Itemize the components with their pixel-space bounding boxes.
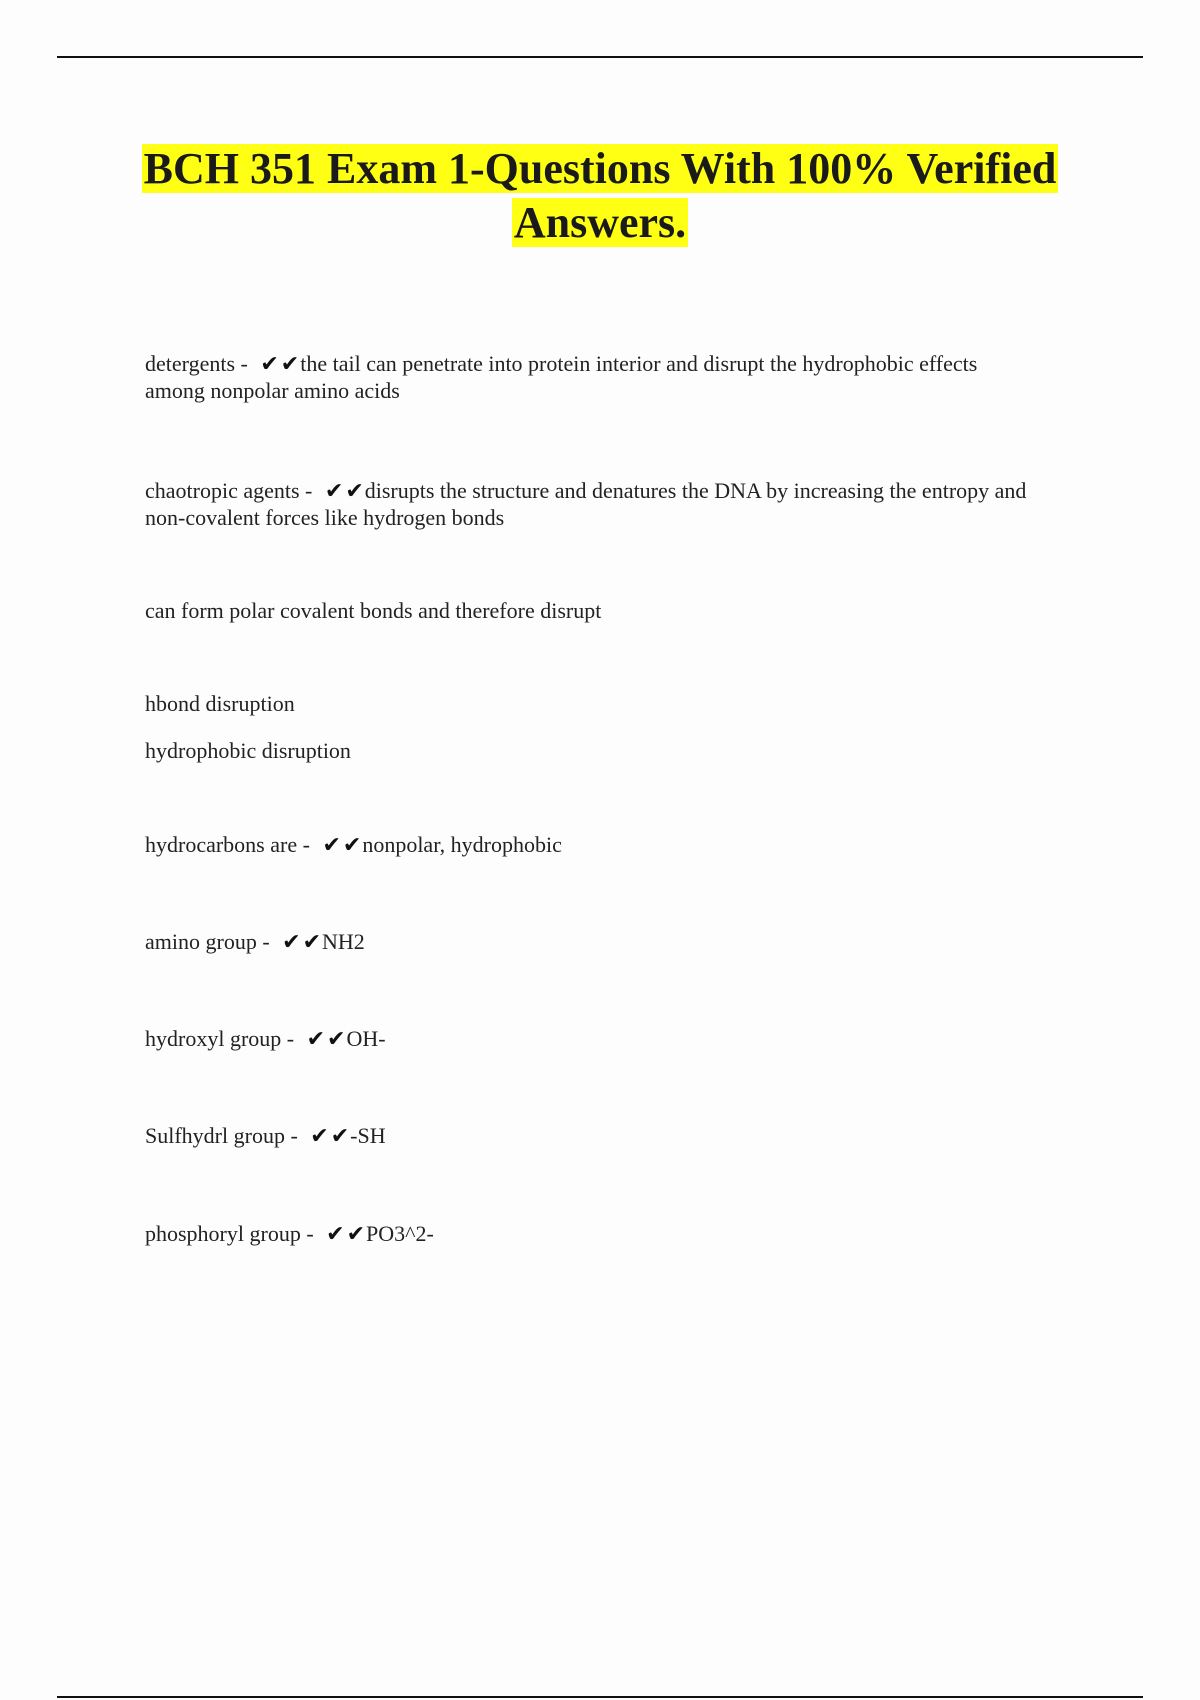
- answer: nonpolar, hydrophobic: [362, 832, 562, 857]
- term: amino group -: [145, 929, 270, 954]
- title-line-1: BCH 351 Exam 1-Questions With 100% Verified: [143, 144, 1057, 193]
- term: phosphoryl group -: [145, 1221, 314, 1246]
- title-line-2: Answers.: [513, 198, 687, 247]
- qa-entry-hydrocarbons: [145, 832, 1035, 859]
- document-title: [100, 142, 1100, 250]
- answer: NH2: [322, 929, 365, 954]
- qa-entry-amino-group: [145, 929, 1035, 956]
- qa-entry-phosphoryl-group: [145, 1221, 1035, 1248]
- qa-entry-detergents: [145, 351, 1035, 404]
- double-check-icon: ✔✔: [306, 1027, 346, 1052]
- term: detergents -: [145, 351, 248, 376]
- double-check-icon: ✔✔: [326, 1222, 366, 1247]
- term: hydroxyl group -: [145, 1026, 295, 1051]
- text-line: hbond disruption: [145, 691, 295, 716]
- top-rule: [57, 56, 1143, 58]
- answer: the tail can penetrate into protein interior and disrupt the hydrophobic effects among nonpolar amino acids: [145, 351, 978, 403]
- double-check-icon: ✔✔: [260, 352, 300, 377]
- answer: OH-: [346, 1026, 386, 1051]
- double-check-icon: ✔✔: [282, 930, 322, 955]
- answer: PO3^2-: [366, 1221, 434, 1246]
- double-check-icon: ✔✔: [324, 479, 364, 504]
- answer: -SH: [350, 1123, 386, 1148]
- qa-entry-sulfhydrl-group: [145, 1123, 1035, 1150]
- term: Sulfhydrl group -: [145, 1123, 298, 1148]
- qa-entry-hydroxyl-group: [145, 1026, 1035, 1053]
- double-check-icon: ✔✔: [310, 1124, 350, 1149]
- qa-entry-chaotropic-agents: [145, 478, 1035, 531]
- answer: disrupts the structure and denatures the DNA by increasing the entropy and non-covalent forces like hydrogen bonds: [145, 478, 1027, 530]
- text-line: hydrophobic disruption: [145, 738, 351, 763]
- term: chaotropic agents -: [145, 478, 313, 503]
- term: hydrocarbons are -: [145, 832, 310, 857]
- double-check-icon: ✔✔: [322, 833, 362, 858]
- text-line: can form polar covalent bonds and therefore disrupt: [145, 598, 602, 623]
- bottom-rule: [57, 1696, 1143, 1698]
